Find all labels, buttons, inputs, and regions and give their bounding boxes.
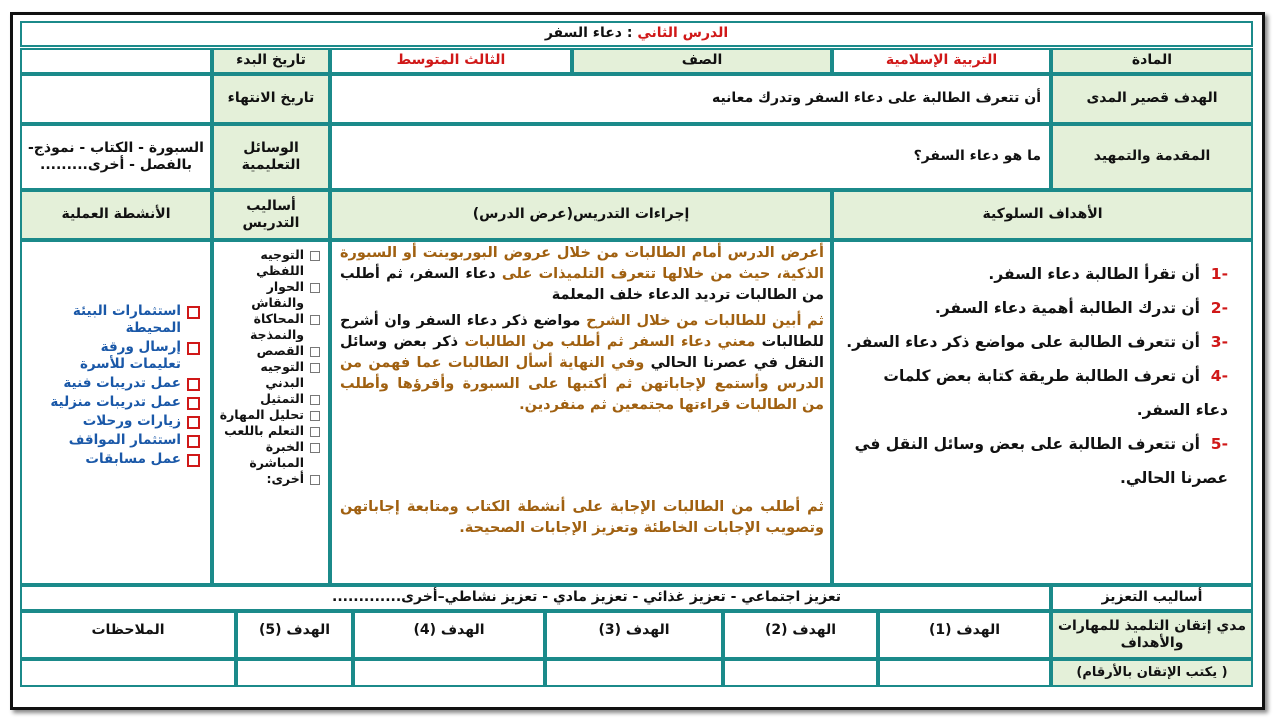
checkbox-icon[interactable] [187, 416, 200, 429]
activities-list [50, 303, 204, 470]
procedures-header: إجراءات التدريس(عرض الدرس) [472, 206, 690, 223]
notes-label: الملاحظات [91, 622, 165, 639]
method-option[interactable]: التوجيه اللفظي [218, 247, 324, 279]
methods-header: أساليب التدريس [242, 197, 300, 231]
class-label: الصف [681, 52, 723, 69]
checkbox-icon[interactable] [187, 397, 200, 410]
objective-item: -5 أن تتعرف الطالبة على بعض وسائل النقل في عصرنا الحالي. [854, 435, 1228, 487]
procedure-paragraph-1: أعرض الدرس أمام الطالبات من خلال عروض البوربوينت أو السبورة الذكية، حيث من خلالها تتعرف التلميذات على دعاء السفر، ثم أطلب من الطالبات ترديد الدعاء خلف المعلمة [340, 245, 824, 303]
goal-1-score[interactable] [878, 659, 1051, 687]
activity-option[interactable]: استثمارات البيئة المحيطة [50, 303, 204, 337]
methods-list [218, 247, 324, 487]
start-date-value[interactable] [20, 48, 212, 74]
activity-option[interactable]: عمل تدريبات منزلية [50, 394, 204, 411]
checkbox-icon[interactable] [310, 251, 320, 261]
lesson-plan [20, 21, 1253, 690]
goal-3-score[interactable] [545, 659, 723, 687]
activity-option[interactable]: عمل تدريبات فنية [50, 375, 204, 392]
short-goal-value: أن تتعرف الطالبة على دعاء السفر وتدرك معانيه [711, 90, 1041, 107]
subject-value: التربية الإسلامية [885, 52, 998, 69]
method-option[interactable]: تحليل المهارة [218, 407, 324, 423]
end-date-label: تاريخ الانتهاء [227, 90, 315, 107]
goal-2-score[interactable] [723, 659, 878, 687]
reinforcement-label: أساليب التعزيز [1101, 589, 1203, 606]
checkbox-icon[interactable] [310, 315, 320, 325]
method-option[interactable]: القصص [218, 343, 324, 359]
objective-item: -1 أن تقرأ الطالبة دعاء السفر. [988, 265, 1228, 283]
checkbox-icon[interactable] [310, 443, 320, 453]
goal-3-label: الهدف (3) [598, 622, 670, 639]
start-date-label: تاريخ البدء [236, 52, 306, 69]
checkbox-icon[interactable] [187, 435, 200, 448]
method-option[interactable]: أخرى: [218, 471, 324, 487]
procedure-paragraph-2: ثم أبين للطالبات من خلال الشرح مواضع ذكر دعاء السفر وان أشرح للطالبات معني دعاء السفر ثم أطلب من الطالبات ذكر بعض وسائل النقل في عصرنا الحالي وفي النهاية أسأل الطالبات عما فهمن من الدرس وأستمع لإجاباتهن ثم أكتبها على السبورة وأقرؤها وأطلب من الطالبات قراءتها مجتمعين ثم منفردين. [340, 313, 824, 413]
checkbox-icon[interactable] [187, 378, 200, 391]
goal-2-label: الهدف (2) [764, 622, 837, 639]
goal-1-label: الهدف (1) [928, 622, 1001, 639]
subject-label: المادة [1131, 52, 1173, 69]
objective-item: -3 أن تتعرف الطالبة على مواضع ذكر دعاء السفر. [846, 333, 1228, 351]
objective-item: -4 أن تعرف الطالبة طريقة كتابة بعض كلمات دعاء السفر. [883, 367, 1228, 419]
class-value: الثالث المتوسط [396, 52, 506, 69]
procedure-paragraph-3: ثم أطلب من الطالبات الإجابة على أنشطة الكتاب ومتابعة إجاباتهن وتصويب الإجابات الخاطئة وتعزيز الإجابات الصحيحة. [340, 499, 824, 536]
goal-4-score[interactable] [353, 659, 545, 687]
aids-value: السبورة - الكتاب - نموذج- بالفصل - أخرى......... [28, 139, 204, 173]
checkbox-icon[interactable] [310, 411, 320, 421]
checkbox-icon[interactable] [187, 454, 200, 467]
method-option[interactable]: التوجيه البدني [218, 359, 324, 391]
activity-option[interactable]: زيارات ورحلات [50, 413, 204, 430]
checkbox-icon[interactable] [187, 342, 200, 355]
activity-option[interactable]: عمل مسابقات [50, 451, 204, 468]
goal-4-label: الهدف (4) [413, 622, 485, 639]
checkbox-icon[interactable] [310, 363, 320, 373]
checkbox-icon[interactable] [310, 395, 320, 405]
lesson-title: الدرس الثاني : دعاء السفر [544, 25, 729, 42]
activity-option[interactable]: إرسال ورقة تعليمات للأسرة [50, 339, 204, 373]
notes-value[interactable] [20, 659, 236, 687]
method-option[interactable]: المحاكاة والنمذجة [218, 311, 324, 343]
mastery-note: ( يكتب الإتقان بالأرقام) [1076, 664, 1228, 680]
goal-5-score[interactable] [236, 659, 353, 687]
method-option[interactable]: الخبرة المباشرة [218, 439, 324, 471]
intro-label: المقدمة والتمهيد [1093, 148, 1211, 165]
lesson-name: دعاء السفر [544, 25, 622, 42]
checkbox-icon[interactable] [310, 427, 320, 437]
aids-label: الوسائل التعليمية [241, 139, 301, 173]
short-goal-label: الهدف قصير المدى [1086, 90, 1218, 107]
method-option[interactable]: التعلم باللعب [218, 423, 324, 439]
checkbox-icon[interactable] [310, 283, 320, 293]
objectives-header: الأهداف السلوكية [982, 206, 1103, 223]
objective-item: -2 أن تدرك الطالبة أهمية دعاء السفر. [934, 299, 1228, 317]
method-option[interactable]: التمثيل [218, 391, 324, 407]
objectives-list [846, 257, 1228, 495]
checkbox-icon[interactable] [310, 347, 320, 357]
activities-header: الأنشطة العملية [61, 206, 171, 223]
intro-value: ما هو دعاء السفر؟ [913, 148, 1041, 165]
mastery-label: مدي إتقان التلميذ للمهارات والأهداف [1057, 617, 1246, 651]
goal-5-label: الهدف (5) [258, 622, 331, 639]
reinforcement-value: تعزيز اجتماعي - تعزيز غذائي - تعزيز مادي - تعزيز نشاطي–أخرى............. [332, 589, 841, 606]
method-option[interactable]: الحوار والنقاش [218, 279, 324, 311]
activity-option[interactable]: استثمار المواقف [50, 432, 204, 449]
checkbox-icon[interactable] [310, 475, 320, 485]
lesson-label: الدرس الثاني [637, 25, 729, 42]
checkbox-icon[interactable] [187, 306, 200, 319]
end-date-value[interactable] [20, 74, 212, 124]
